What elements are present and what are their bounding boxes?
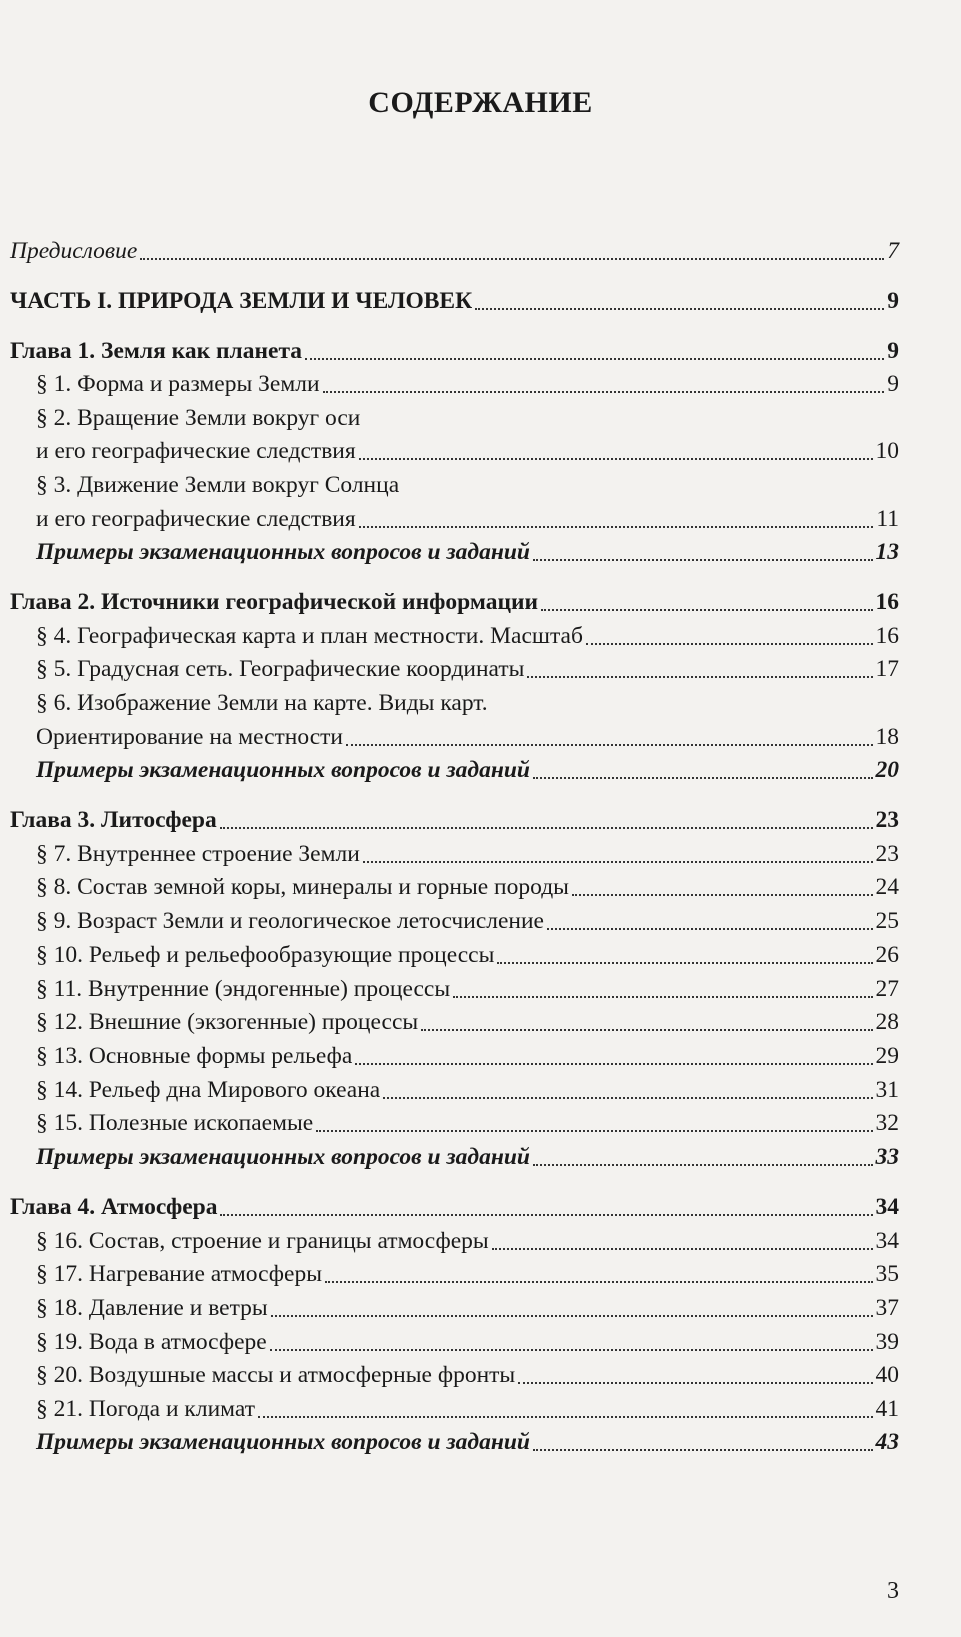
toc-entry [10,336,899,366]
toc-entry-title: § 19. Вода в атмосфере [36,1329,267,1355]
toc-entry [36,621,899,651]
toc-entry [36,1360,899,1390]
toc-entry-title: § 1. Форма и размеры Земли [36,371,320,397]
toc-entry-title: § 6. Изображение Земли на карте. Виды карт. [36,690,488,716]
toc-entry-page: 13 [875,539,899,565]
toc-entry-page: 18 [875,724,899,750]
toc-entry-title: и его географические следствия [36,438,356,464]
toc-entry [36,1142,899,1172]
toc-entry-title: Ориентирование на местности [36,724,343,750]
toc-entry [36,470,899,500]
toc-entry [10,1192,899,1222]
dot-leader [270,1348,873,1351]
toc-entry [36,755,899,785]
toc-entry [36,1108,899,1138]
toc-entry-page: 10 [875,438,899,464]
toc-entry-title: § 14. Рельеф дна Мирового океана [36,1077,381,1103]
toc-entry-title: Глава 2. Источники географической информации [10,589,539,615]
toc-entry-title: § 13. Основные формы рельефа [36,1043,353,1069]
toc-entry [36,872,899,902]
dot-leader [359,457,873,460]
toc-entry [36,940,899,970]
dot-leader [258,1415,873,1418]
dot-leader [421,1028,872,1031]
toc-entry-title: § 3. Движение Земли вокруг Солнца [36,472,400,498]
toc-entry-page: 43 [875,1429,899,1455]
toc-entry-title: Предисловие [10,238,138,264]
toc-entry [36,688,899,718]
toc-entry-title: § 20. Воздушные массы и атмосферные фронты [36,1362,516,1388]
dot-leader [359,525,874,528]
dot-leader [586,642,873,645]
toc-entry [36,1394,899,1424]
dot-leader [271,1314,873,1317]
toc-entry-page: 9 [887,338,899,364]
toc-entry [36,839,899,869]
toc-entry-title: Примеры экзаменационных вопросов и заданий [36,757,531,783]
toc-entry-title: Глава 1. Земля как планета [10,338,303,364]
dot-leader [220,1213,872,1216]
toc-entry-page: 16 [875,623,899,649]
dot-leader [316,1129,872,1132]
toc-entry [36,906,899,936]
toc-entry-page: 25 [875,908,899,934]
toc-entry [10,805,899,835]
dot-leader [547,927,873,930]
toc-entry [10,587,899,617]
toc-entry-title: § 8. Состав земной коры, минералы и горные породы [36,874,569,900]
toc-entry [36,1226,899,1256]
dot-leader [363,860,873,863]
dot-leader [325,1280,873,1283]
toc-entry-page: 7 [887,238,899,264]
dot-leader [492,1247,873,1250]
toc-entry-title: § 21. Погода и климат [36,1396,255,1422]
toc-entry-page: 41 [875,1396,899,1422]
toc-entry [36,1427,899,1457]
dot-leader [383,1096,872,1099]
toc-entry-title: § 18. Давление и ветры [36,1295,268,1321]
toc-entry-title: § 12. Внешние (экзогенные) процессы [36,1009,419,1035]
page-number: 3 [887,1578,899,1604]
toc-entry-title: ЧАСТЬ I. ПРИРОДА ЗЕМЛИ И ЧЕЛОВЕК [10,288,473,314]
toc-entry [36,403,899,433]
toc-entry [36,436,899,466]
toc-entry-page: 37 [875,1295,899,1321]
toc-entry-page: 33 [875,1144,899,1170]
toc-entry-title: § 2. Вращение Земли вокруг оси [36,405,361,431]
toc-entry [36,722,899,752]
toc-entry-title: § 10. Рельеф и рельефообразующие процессы [36,942,495,968]
toc-entry-page: 35 [875,1261,899,1287]
toc-entry-title: § 16. Состав, строение и границы атмосферы [36,1228,489,1254]
toc-entry-page: 32 [875,1110,899,1136]
toc-entry-title: § 9. Возраст Земли и геологическое летосчисление [36,908,544,934]
dot-leader [533,1448,872,1451]
toc-entry [36,1041,899,1071]
toc-entry-page: 9 [887,371,899,397]
dot-leader [346,743,873,746]
dot-leader [323,390,885,393]
toc-entry-page: 20 [875,757,899,783]
toc-entry [36,654,899,684]
toc-entry [10,286,899,316]
dot-leader [533,558,872,561]
dot-leader [497,961,872,964]
toc-entry-title: Глава 4. Атмосфера [10,1194,218,1220]
toc-entry-title: § 5. Градусная сеть. Географические координаты [36,656,525,682]
toc-entry-page: 34 [875,1194,899,1220]
toc-entry-page: 23 [875,807,899,833]
toc-entry-title: Примеры экзаменационных вопросов и заданий [36,1144,531,1170]
dot-leader [475,307,884,310]
toc-entry-title: § 17. Нагревание атмосферы [36,1261,322,1287]
toc-entry-page: 31 [875,1077,899,1103]
toc-entry [36,504,899,534]
dot-leader [572,893,873,896]
toc-entry-page: 28 [875,1009,899,1035]
dot-leader [533,776,872,779]
dot-leader [305,357,884,360]
toc-entry-page: 26 [875,942,899,968]
toc-entry-page: 9 [887,288,899,314]
toc-entry-page: 23 [875,841,899,867]
toc-entry-title: и его географические следствия [36,506,356,532]
toc-entry-title: Примеры экзаменационных вопросов и заданий [36,539,531,565]
toc-entry-page: 29 [875,1043,899,1069]
toc-entry [36,974,899,1004]
toc-entry [36,537,899,567]
dot-leader [518,1381,872,1384]
dot-leader [220,826,873,829]
toc-entry-page: 11 [876,506,899,532]
toc-entry [36,1075,899,1105]
toc-entry-title: Примеры экзаменационных вопросов и заданий [36,1429,531,1455]
toc-entry-page: 39 [875,1329,899,1355]
toc-entry-title: § 4. Географическая карта и план местности. Масштаб [36,623,583,649]
toc-entry-page: 17 [875,656,899,682]
toc-entry [36,369,899,399]
dot-leader [140,257,884,260]
toc-entry [36,1293,899,1323]
toc-entry-page: 34 [875,1228,899,1254]
toc-entry-title: § 11. Внутренние (эндогенные) процессы [36,976,451,1002]
toc-entry-page: 24 [875,874,899,900]
toc-entry-title: § 15. Полезные ископаемые [36,1110,314,1136]
dot-leader [355,1062,872,1065]
toc-entry [36,1259,899,1289]
dot-leader [527,675,872,678]
toc-entry-page: 16 [875,589,899,615]
dot-leader [541,608,872,611]
toc-entry-title: Глава 3. Литосфера [10,807,217,833]
toc-entry [36,1007,899,1037]
toc-entry-title: § 7. Внутреннее строение Земли [36,841,360,867]
page-title: СОДЕРЖАНИЕ [368,86,593,119]
dot-leader [453,995,872,998]
toc-entry [10,236,899,266]
toc-entry [36,1327,899,1357]
dot-leader [533,1163,872,1166]
toc-entry-page: 27 [875,976,899,1002]
toc-entry-page: 40 [875,1362,899,1388]
